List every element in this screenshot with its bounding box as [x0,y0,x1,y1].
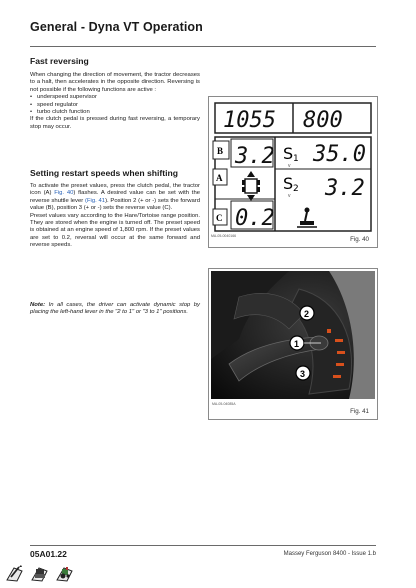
svg-text:v: v [288,163,291,169]
s2-subscript: 2 [293,184,299,194]
printer-page-icon[interactable] [30,563,50,583]
fast-reversing-paragraph-2: If the clutch pedal is pressed during fast reversing, a temporary stop may occur. [30,116,200,130]
joystick-icon [297,208,317,228]
forward-preset-value: 3.2 [235,144,275,169]
list-item: • turbo clutch function [30,109,200,116]
s1-value: 35.0 [313,142,366,167]
label-a: A [216,173,223,183]
s1-label: S [283,144,294,163]
s2-label: S [283,174,294,193]
footer-rule [30,545,376,546]
page-code: 05A01.22 [30,549,67,559]
figure-40 [208,96,378,248]
list-item: • underspeed supervisor [30,94,200,101]
s2-value: 3.2 [325,176,365,201]
dashboard-display-illustration [209,97,377,247]
restart-speeds-paragraph-2: Preset values vary according to the Hare/Tortoise range position. They are stored when the engine is turned off. The preset speed is obtained at an engine speed of 1,800 rpm. If the preset values are set to 0.2, reversal will occur at the same forward and reverse speeds. [30,212,200,249]
page-title: General - Dyna VT Operation [30,20,203,34]
callout-3: 3 [300,369,306,379]
fast-reversing-paragraph-1: When changing the direction of movement, the tractor decreases to a halt, then accelerates in the opposite direction. Reversing is not possible if the following functions are active : [30,72,200,93]
section-heading-fast-reversing: Fast reversing [30,56,89,66]
s1-subscript: 1 [293,154,299,164]
inactive-functions-list [30,94,200,116]
figure-41-caption: Fig. 41 [350,408,369,415]
callout-1: 1 [294,339,300,349]
figure-code: MA-05-0040166 [211,234,237,238]
engine-rpm-readout: 1055 [223,108,276,133]
note-label: Note: [30,302,46,308]
tractor-page-icon[interactable] [55,563,75,583]
text-run: To activate the preset values, press the clutch pedal, the tractor icon (A) [30,183,200,197]
text-run: ). Position 2 (+ or -) sets the forward value (B), position 3 (+ or -) sets the reverse value (C). [30,197,200,212]
reverse-preset-value: 0.2 [235,206,275,231]
fig-40-link[interactable]: Fig. 40 [54,190,74,197]
fig-41-link[interactable]: (Fig. 41 [84,197,106,204]
callout-2: 2 [304,309,310,319]
label-c: C [216,213,223,223]
restart-speeds-paragraph-1 [30,183,200,213]
label-b: B [217,146,224,156]
manual-issue: Massey Ferguson 8400 - Issue 1.b [283,551,376,557]
figure-40-caption: Fig. 40 [350,236,369,243]
section-restart-speeds-body [30,183,200,250]
section-heading-restart-speeds: Setting restart speeds when shifting [30,168,179,178]
top-right-readout: 800 [303,108,343,133]
figure-41 [208,268,378,420]
section-fast-reversing-body [30,72,200,131]
svg-text:v: v [288,193,291,199]
pencil-page-icon[interactable] [5,563,25,583]
figure-code: MA-05-04085A [212,402,236,406]
tractor-icon [242,171,260,201]
list-item: • speed regulator [30,102,200,109]
note-paragraph [30,302,200,317]
note-text: In all cases, the driver can activate dynamic stop by placing the left-hand lever in the "2 to 1" or "3 to 1" positions. [30,302,200,316]
text-run: ) flashes. A desired value can be set with the reverse shuttle lever [30,190,200,204]
shuttle-lever-photo [209,269,377,419]
header-rule [30,46,376,47]
